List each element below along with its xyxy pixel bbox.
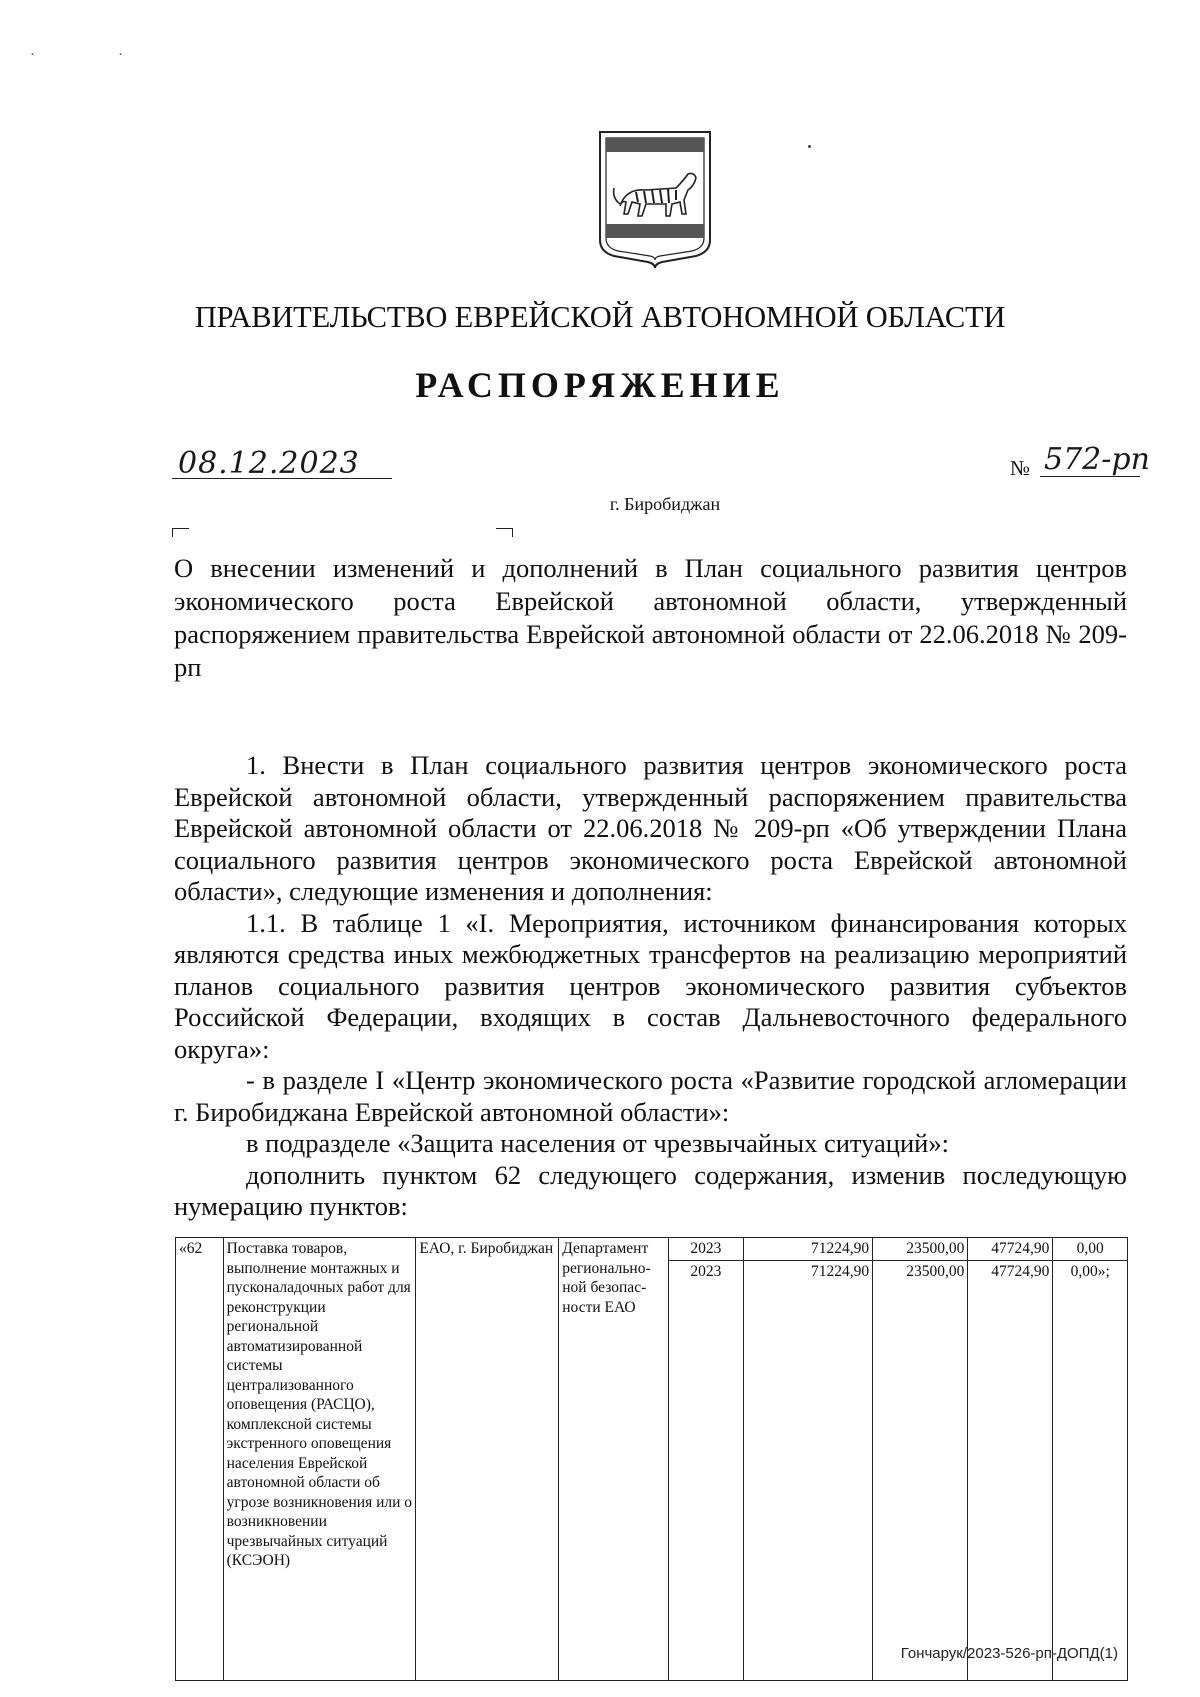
- row1-value-1: 23500,00: [873, 1238, 968, 1261]
- subject-corner-right: [496, 528, 513, 537]
- table-row: [176, 1238, 1128, 1261]
- document-type: РАСПОРЯЖЕНИЕ: [415, 365, 785, 405]
- row1-year: 2023: [669, 1238, 744, 1261]
- org-title: ПРАВИТЕЛЬСТВО ЕВРЕЙСКОЙ АВТОНОМНОЙ ОБЛАСТИ: [194, 300, 1006, 334]
- paragraph-4: в подразделе «Защита населения от чрезвычайных ситуаций»:: [246, 1128, 949, 1158]
- row2-total: 71224,90: [743, 1260, 872, 1680]
- paragraph-5: дополнить пунктом 62 следующего содержания, изменив последующую нумерацию пунктов:: [174, 1159, 1127, 1221]
- row2-value-2: 47724,90: [968, 1260, 1053, 1680]
- row2-year: 2023: [669, 1260, 744, 1680]
- item-location: ЕАО, г. Биробиджан: [416, 1238, 559, 1681]
- paragraph-2: 1.1. В таблице 1 «I. Мероприятия, источником финансирования которых являются средства иных межбюджетных трансфертов на реализацию мероприятий планов социального развития центров экономического развития субъектов Российской Федерации, входящих в состав Дальневосточного федерального округа»:: [174, 907, 1127, 1064]
- tiger-coat-of-arms-icon: [596, 128, 714, 268]
- scan-artifacts: · ·: [30, 48, 163, 63]
- amendment-table: [175, 1237, 1128, 1681]
- row2-value-3: 0,00»;: [1053, 1260, 1128, 1680]
- footer-document-code: Гончарук/2023-526-рп-ДОПД(1): [900, 1645, 1118, 1662]
- subject-corner-left: [172, 528, 189, 537]
- item-executor: Департамент регионально-ной безопас-ности ЕАО: [559, 1238, 669, 1681]
- item-number: «62: [176, 1238, 224, 1681]
- paragraph-1: 1. Внести в План социального развития центров экономического роста Еврейской автономной области, утвержденный распоряжением правительства Еврейской автономной области от 22.06.2018 № 209-рп «Об утверждении Плана социального развития центров экономического роста Еврейской автономной области», следующие изменения и дополнения:: [174, 750, 1127, 906]
- city-label: г. Биробиджан: [609, 494, 721, 514]
- row1-value-3: 0,00: [1053, 1238, 1128, 1261]
- document-body: [174, 750, 1127, 1223]
- handwritten-number: 572-рп: [1044, 442, 1150, 477]
- row1-total: 71224,90: [743, 1238, 872, 1261]
- number-label: №: [1010, 456, 1031, 480]
- row1-value-2: 47724,90: [968, 1238, 1053, 1261]
- paragraph-3: - в разделе I «Центр экономического роста «Развитие городской агломерации г. Биробиджана Еврейской автономной области»:: [174, 1065, 1127, 1127]
- item-description: Поставка товаров, выполнение монтажных и пусконаладочных работ для реконструкции региональной автоматизированной системы централизованного оповещения (РАСЦО), комплексной системы экстренного оповещения населения Еврейской автономной области об угрозе возникновения или о возникновении чрезвычайных ситуаций (КСЭОН): [223, 1238, 416, 1681]
- scan-dot: [808, 145, 811, 148]
- document-subject: О внесении изменений и дополнений в План социального развития центров экономического роста Еврейской автономной области, утвержденный распоряжением правительства Еврейской автономной области от 22.06.2018 № 209-рп: [174, 553, 1127, 682]
- row2-value-1: 23500,00: [873, 1260, 968, 1680]
- handwritten-date: 08.12.2023: [178, 446, 360, 481]
